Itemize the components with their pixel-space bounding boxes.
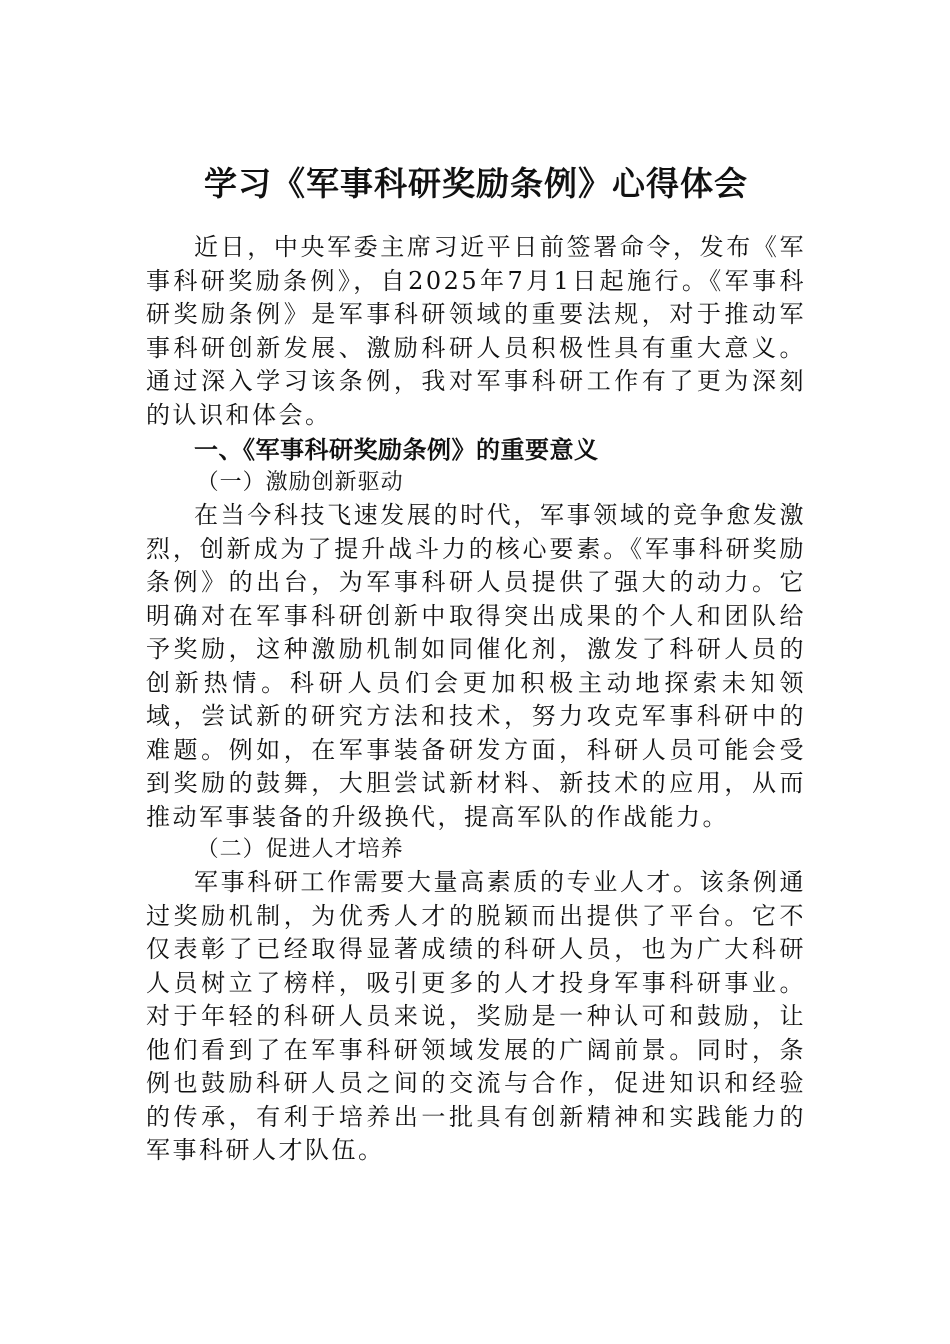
section-heading-1: 一、《军事科研奖励条例》的重要意义 bbox=[194, 435, 599, 464]
subsection-heading-2: （二）促进人才培养 bbox=[196, 837, 404, 862]
document-body bbox=[146, 231, 806, 1168]
subsection-heading-1: （一）激励创新驱动 bbox=[196, 470, 404, 495]
document-title: 学习《军事科研奖励条例》心得体会 bbox=[204, 164, 748, 203]
subsection-paragraph-1: 在当今科技飞速发展的时代，军事领域的竞争愈发激烈，创新成为了提升战斗力的核心要素。《军事科研奖励条例》的出台，为军事科研人员提供了强大的动力。它明确对在军事科研创新中取得突出成果的个人和团队给予奖励，这种激励机制如同催化剂，激发了科研人员的创新热情。科研人员们会更加积极主动地探索未知领域，尝试新的研究方法和技术，努力攻克军事科研中的难题。例如，在军事装备研发方面，科研人员可能会受到奖励的鼓舞，大胆尝试新材料、新技术的应用，从而推动军事装备的升级换代，提高军队的作战能力。 bbox=[146, 501, 806, 831]
intro-paragraph: 近日，中央军委主席习近平日前签署命令，发布《军事科研奖励条例》，自2025年7月1日起施行。《军事科研奖励条例》是军事科研领域的重要法规，对于推动军事科研创新发展、激励科研人员积极性具有重大意义。通过深入学习该条例，我对军事科研工作有了更为深刻的认识和体会。 bbox=[146, 233, 806, 429]
subsection-paragraph-2: 军事科研工作需要大量高素质的专业人才。该条例通过奖励机制，为优秀人才的脱颖而出提供了平台。它不仅表彰了已经取得显著成绩的科研人员，也为广大科研人员树立了榜样，吸引更多的人才投身军事科研事业。对于年轻的科研人员来说，奖励是一种认可和鼓励，让他们看到了在军事科研领域发展的广阔前景。同时，条例也鼓励科研人员之间的交流与合作，促进知识和经验的传承，有利于培养出一批具有创新精神和实践能力的军事科研人才队伍。 bbox=[146, 868, 806, 1164]
